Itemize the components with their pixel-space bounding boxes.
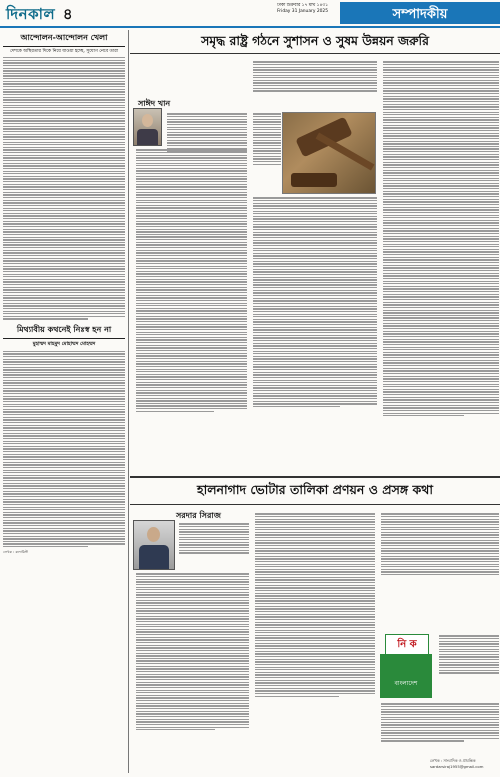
op-credit: লেখক : কলামিস্ট	[3, 550, 29, 555]
editorial-body	[3, 57, 125, 320]
masthead-rule	[0, 26, 500, 28]
second-col-1b	[136, 572, 249, 732]
editorial-headline: আন্দোলন-আন্দোলন খেলা	[3, 32, 125, 47]
op-author: মুহাম্মদ মাহমুদ মোহাম্মদ মোহম্মদ	[32, 340, 96, 347]
ballot-letter: নি ক	[385, 634, 429, 656]
date-block	[210, 3, 328, 15]
second-col-2	[255, 512, 375, 698]
editorial-subheadline: দেশকে অস্থিরতার দিকে নিয়ে যাওয়া হচ্ছে, সুযোগ নেবে তারা	[9, 49, 119, 54]
lead-col-2b	[253, 196, 377, 409]
section-title: সম্পাদকীয়	[392, 7, 448, 22]
section-tab	[340, 2, 500, 24]
masthead	[0, 0, 500, 26]
main-area	[130, 30, 500, 773]
op-body	[3, 351, 125, 548]
left-column	[0, 30, 129, 773]
lead-col-1b	[136, 148, 247, 413]
author-photo	[133, 108, 162, 146]
date-english: Friday 31 January 2025	[277, 9, 328, 14]
lead-headline: সমৃদ্ধ রাষ্ট্র গঠনে সুশাসন ও সুষম উন্নয়ন জরুরি	[201, 33, 429, 48]
lead-author: সাঈদ খান	[138, 99, 171, 108]
second-author: সরদার সিরাজ	[176, 511, 221, 520]
gavel-illustration	[282, 112, 376, 194]
author-photo-2	[133, 520, 175, 570]
headline-rule	[130, 53, 500, 54]
lead-col-1a	[167, 112, 247, 153]
second-col-3a	[381, 512, 499, 577]
second-col-1a	[179, 522, 249, 555]
second-headline-rule	[130, 504, 500, 505]
second-col-3c	[381, 702, 499, 743]
second-credit: লেখক : সাংবাদিক ও প্রাবন্ধিক	[430, 758, 476, 763]
lead-col-2	[253, 60, 377, 93]
ballot-box-logo	[380, 630, 432, 698]
newspaper-logo	[6, 3, 73, 28]
second-headline: হালনাগাদ ভোটার তালিকা প্রণয়ন ও প্রসঙ্গ কথা	[197, 482, 433, 497]
page-number: ৪	[62, 5, 74, 23]
logo-text: দিনকাল	[6, 5, 56, 23]
op-headline: মিথ্যাবীয় কথনেই নিঃস্ব হন না	[3, 324, 125, 339]
second-col-3b	[439, 634, 499, 675]
ballot-caption: বাংলাদেশ	[380, 654, 432, 698]
date-bangla: ঢাকা শুক্রবার ১৭ মাঘ ১৪৩১	[277, 3, 328, 8]
lead-col-3	[383, 60, 499, 418]
second-email: sardarsiraj1955@gmail.com	[430, 764, 484, 769]
lead-col-2-side	[253, 112, 281, 166]
